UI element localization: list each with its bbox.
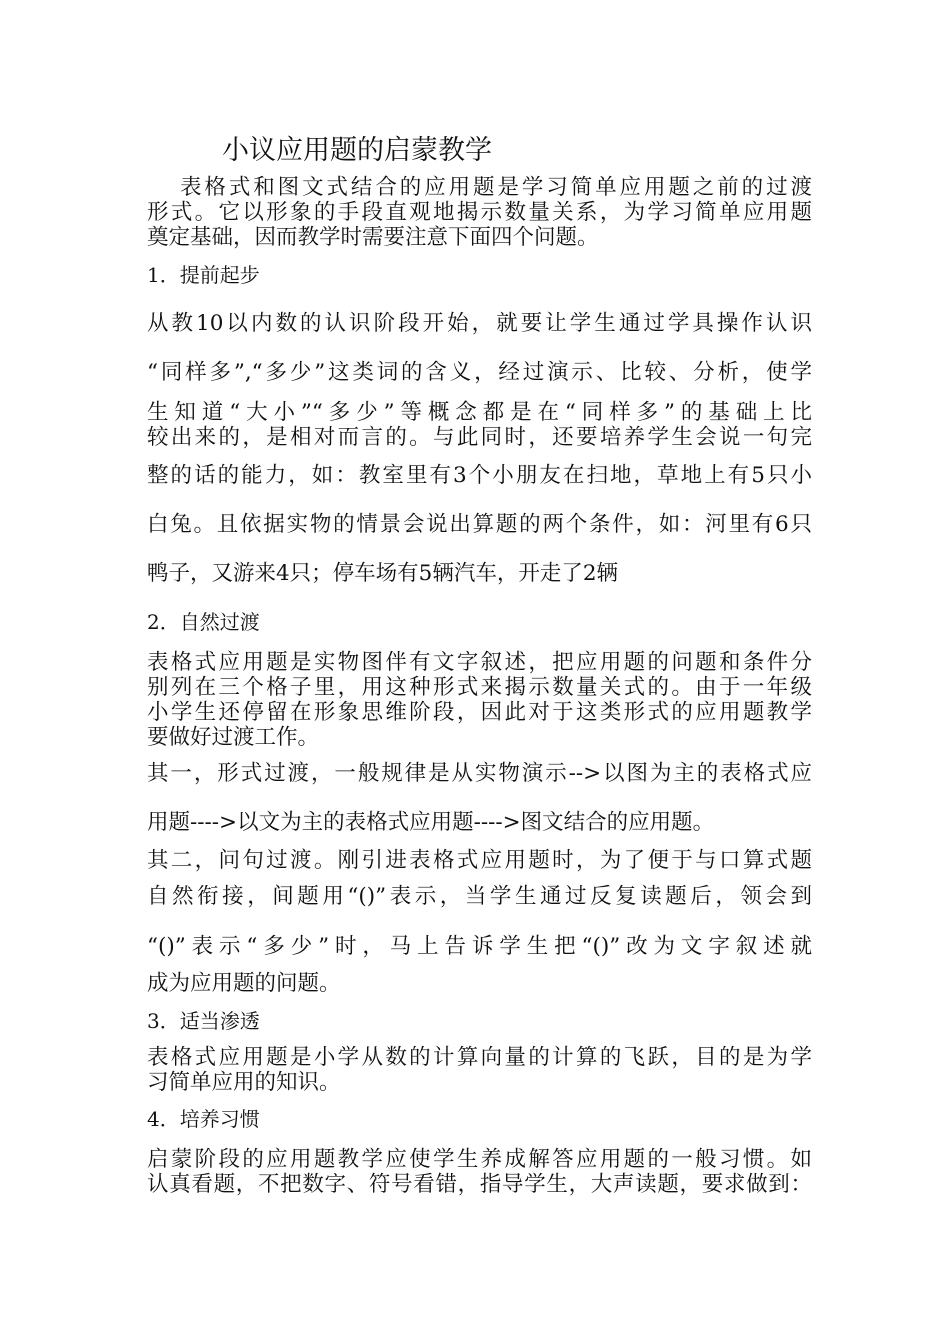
body-line: 奠定基础，因而教学时需要注意下面四个问题。 bbox=[147, 225, 599, 250]
body-line: “()”表示“多少”时，马上告诉学生把“()”改为文字叙述就 bbox=[147, 934, 812, 959]
section-heading: 4．培养习惯 bbox=[147, 1107, 260, 1131]
body-line: 表格式应用题是实物图伴有文字叙述，把应用题的问题和条件分 bbox=[147, 650, 812, 675]
body-line: 形式。它以形象的手段直观地揭示数量关系，为学习简单应用题 bbox=[147, 200, 812, 225]
section-heading: 2．自然过渡 bbox=[147, 610, 260, 634]
body-line: 鸭子，又游来4只；停车场有5辆汽车，开走了2辆 bbox=[147, 561, 619, 586]
body-line: 习简单应用的知识。 bbox=[147, 1070, 341, 1095]
body-line: 生知道“大小”“多少”等概念都是在“同样多”的基础上比 bbox=[147, 400, 812, 425]
body-line: 别列在三个格子里，用这种形式来揭示数量关式的。由于一年级 bbox=[147, 675, 812, 700]
body-line: 从教10以内数的认识阶段开始，就要让学生通过学具操作认识 bbox=[147, 311, 812, 336]
body-line: 小学生还停留在形象思维阶段，因此对于这类形式的应用题教学 bbox=[147, 700, 812, 725]
body-line: 较出来的，是相对而言的。与此同时，还要培养学生会说一句完 bbox=[147, 425, 812, 450]
body-line: 要做好过渡工作。 bbox=[147, 725, 320, 750]
body-line: 其一，形式过渡，一般规律是从实物演示-->以图为主的表格式应 bbox=[147, 761, 812, 786]
body-line: 成为应用题的问题。 bbox=[147, 971, 341, 996]
body-line: 表格式和图文式结合的应用题是学习简单应用题之前的过渡 bbox=[180, 175, 812, 200]
body-line: 认真看题，不把数字、符号看错，指导学生，大声读题，要求做到： bbox=[147, 1172, 812, 1197]
body-line: “同样多”,“多少”这类词的含义，经过演示、比较、分析，使学 bbox=[147, 360, 812, 385]
body-line: 表格式应用题是小学从数的计算向量的计算的飞跃，目的是为学 bbox=[147, 1045, 812, 1070]
body-line: 用题---->以文为主的表格式应用题---->图文结合的应用题。 bbox=[147, 810, 715, 835]
body-line: 启蒙阶段的应用题教学应使学生养成解答应用题的一般习惯。如 bbox=[147, 1147, 812, 1172]
document-title: 小议应用题的启蒙教学 bbox=[222, 135, 492, 166]
body-line: 自然衔接，间题用“()”表示，当学生通过反复读题后，领会到 bbox=[147, 884, 812, 909]
body-line: 白兔。且依据实物的情景会说出算题的两个条件，如：河里有6只 bbox=[147, 512, 812, 537]
section-heading: 1．提前起步 bbox=[147, 263, 260, 287]
section-heading: 3．适当渗透 bbox=[147, 1009, 260, 1033]
body-line: 其二，问句过渡。刚引进表格式应用题时，为了便于与口算式题 bbox=[147, 848, 812, 873]
body-line: 整的话的能力，如：教室里有3个小朋友在扫地，草地上有5只小 bbox=[147, 463, 812, 488]
